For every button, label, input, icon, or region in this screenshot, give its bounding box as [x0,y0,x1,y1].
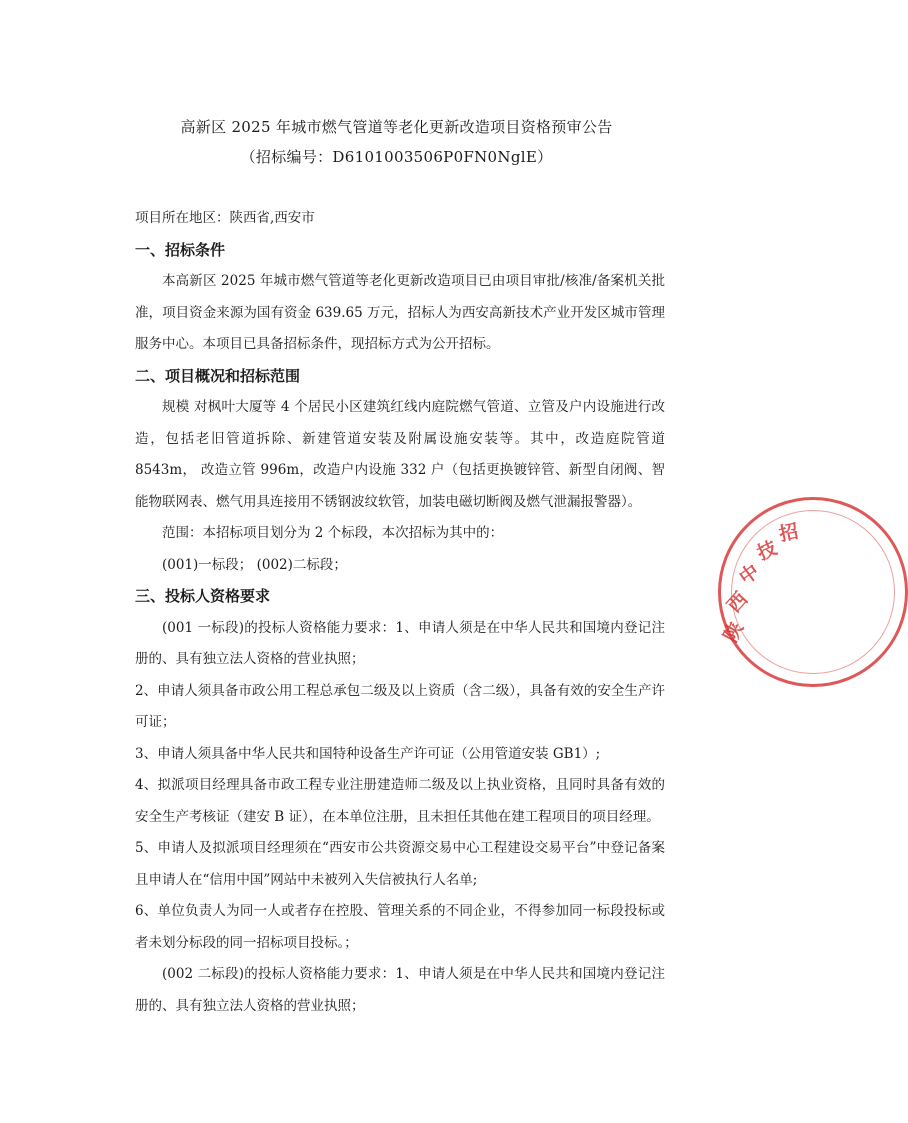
section-heading-2: 二、项目概况和招标范围 [135,366,301,385]
lot1-requirements-intro: (001 一标段)的投标人资格能力要求：1、申请人须是在中华人民共和国境内登记注册的、具有独立法人资格的营业执照； [135,619,665,667]
project-scope-text: 范围：本招标项目划分为 2 个标段，本次招标为其中的： [162,525,504,541]
lot2-requirements-intro: (002 二标段)的投标人资格能力要求：1、申请人须是在中华人民共和国境内登记注册的、具有独立法人资格的营业执照； [135,966,665,1014]
seal-inner-ring [731,510,895,674]
requirement-4: 4、拟派项目经理具备市政工程专业注册建造师二级及以上执业资格，且同时具备有效的安全生产考核证（建安 B 证），在本单位注册，且未担任其他在建工程项目的项目经理。 [135,777,665,825]
lot-list: (001)一标段； (002)二标段； [162,556,347,573]
seal-char: 西 [723,588,753,617]
seal-char: 陕 [719,618,749,646]
requirement-5: 5、申请人及拟派项目经理须在“西安市公共资源交易中心工程建设交易平台”中登记备案且申请人在“信用中国”网站中未被列入失信被执行人名单; [135,840,665,888]
seal-char: 中 [735,560,764,590]
section-heading-3: 三、投标人资格要求 [135,587,271,605]
seal-char: 技 [753,536,781,565]
tender-number: （招标编号：D6101003506P0FN0NglE） [240,148,553,166]
tender-conditions-text: 本高新区 2025 年城市燃气管道等老化更新改造项目已由项目审批/核准/备案机关批准，项目资金来源为国有资金 639.65 万元，招标人为西安高新技术产业开发区城市管理服务中心。本项目已具备招标条件，现招标方式为公开招标。 [135,273,665,352]
section-heading-1: 一、招标条件 [135,240,226,259]
notice-body [135,203,665,1022]
notice-title: 高新区 2025 年城市燃气管道等老化更新改造项目资格预审公告 [180,118,613,136]
seal-char: 招 [777,520,801,546]
company-seal [718,497,908,687]
requirement-3: 3、申请人须具备中华人民共和国特种设备生产许可证（公用管道安装 GB1）; [135,745,601,762]
requirement-6: 6、单位负责人为同一人或者存在控股、管理关系的不同企业，不得参加同一标段投标或者未划分标段的同一招标项目投标。； [135,903,665,951]
requirement-2: 2、申请人须具备市政公用工程总承包二级及以上资质（含二级），具备有效的安全生产许可证； [135,682,665,730]
project-region: 项目所在地区：陕西省,西安市 [135,210,315,226]
project-scale-text: 规模 对枫叶大厦等 4 个居民小区建筑红线内庭院燃气管道、立管及户内设施进行改造，包括老旧管道拆除、新建管道安装及附属设施安装等。其中，改造庭院管道 8543m， 改造立管 996m，改造户内设施 332 户（包括更换镀锌管、新型自闭阀、智能物联网表、燃气用具连接用不锈钢波纹软管，加装电磁切断阀及燃气泄漏报警器）。 [135,399,665,510]
